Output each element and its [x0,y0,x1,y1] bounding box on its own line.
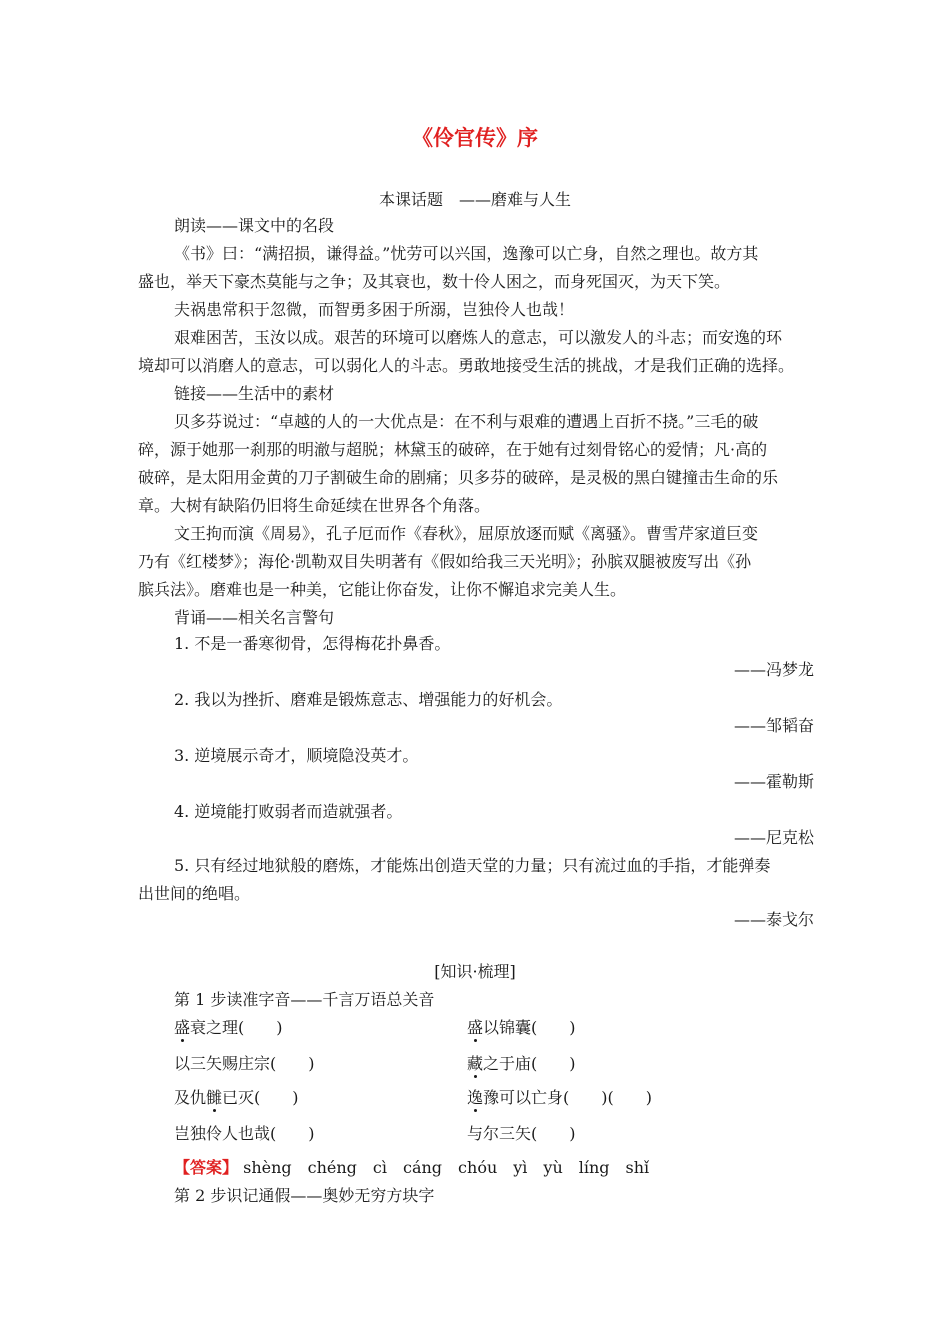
paragraph-line: 境却可以消磨人的意志，可以弱化人的斗志。勇敢地接受生活的挑战，才是我们正确的选择。 [138,356,795,375]
paragraph-line: 乃有《红楼梦》；海伦·凯勒双目失明著有《假如给我三天光明》；孙膑双腿被废写出《孙 [138,552,752,571]
quote-item: 5. 只有经过地狱般的磨炼，才能炼出创造天堂的力量；只有流过血的手指，才能弹奏 [174,856,771,875]
pronunciation-item: 以三矢赐庄宗( ) [174,1054,315,1073]
section-heading-link: 链接——生活中的素材 [174,384,335,403]
paragraph-line: 盛也，举天下豪杰莫能与之争；及其衰也，数十伶人困之，而身死国灭，为天下笑。 [138,272,731,291]
quote-item: 1. 不是一番寒彻骨，怎得梅花扑鼻香。 [174,634,451,653]
answer-label: 【答案】 [174,1158,239,1177]
paragraph-line: 《书》曰：“满招损，谦得益。”忧劳可以兴国，逸豫可以亡身，自然之理也。故方其 [174,244,759,263]
paragraph-line: 艰难困苦，玉汝以成。艰苦的环境可以磨炼人的意志，可以激发人的斗志；而安逸的环 [174,328,783,347]
knowledge-heading: [知识·梳理] [434,962,516,981]
quote-item-continued: 出世间的绝唱。 [138,884,251,903]
quote-author: ——霍勒斯 [733,772,814,791]
paragraph-line: 夫祸患常积于忽微，而智勇多困于所溺，岂独伶人也哉！ [174,300,575,319]
pronunciation-item: 藏之于庙( ) [467,1054,576,1073]
pronunciation-item: 逸豫可以亡身( )( ) [467,1088,652,1107]
quote-author: ——邹韬奋 [733,716,814,735]
section-heading-reading: 朗读——课文中的名段 [174,216,335,235]
paragraph-line: 贝多芬说过：“卓越的人的一大优点是：在不利与艰难的遭遇上百折不挠。”三毛的破 [174,412,759,431]
step2-heading: 第 2 步识记通假——奥妙无穷方块字 [174,1186,435,1205]
quote-author: ——尼克松 [733,828,814,847]
pronunciation-item: 与尔三矢( ) [467,1124,576,1143]
section-heading-recite: 背诵——相关名言警句 [174,608,335,627]
paragraph-line: 碎，源于她那一刹那的明澈与超脱；林黛玉的破碎，在于她有过刻骨铭心的爱情；凡·高的 [138,440,768,459]
quote-author: ——泰戈尔 [733,910,814,929]
step1-heading: 第 1 步读准字音——千言万语总关音 [174,990,435,1009]
page-title: 《伶官传》序 [412,126,538,150]
pronunciation-item: 及仇雠已灭( ) [174,1088,299,1107]
paragraph-line: 膑兵法》。磨难也是一种美，它能让你奋发，让你不懈追求完美人生。 [138,580,627,599]
pronunciation-item: 盛以锦囊( ) [467,1018,576,1037]
quote-item: 4. 逆境能打败弱者而造就强者。 [174,802,403,821]
answer-line [174,1158,649,1178]
topic-heading: 本课话题 ——磨难与人生 [378,190,571,209]
quote-item: 3. 逆境展示奇才，顺境隐没英才。 [174,746,419,765]
quote-author: ——冯梦龙 [733,660,814,679]
quote-item: 2. 我以为挫折、磨难是锻炼意志、增强能力的好机会。 [174,690,563,709]
answer-text: shèng chéng cì cáng chóu yì yù líng shǐ [243,1158,650,1177]
pronunciation-item: 盛衰之理( ) [174,1018,283,1037]
paragraph-line: 文王拘而演《周易》，孔子厄而作《春秋》，屈原放逐而赋《离骚》。曹雪芹家道巨变 [174,524,759,543]
pronunciation-item: 岂独伶人也哉( ) [174,1124,315,1143]
paragraph-line: 破碎，是太阳用金黄的刀子割破生命的剧痛；贝多芬的破碎，是灵极的黑白键撞击生命的乐 [138,468,779,487]
paragraph-line: 章。大树有缺陷仍旧将生命延续在世界各个角落。 [138,496,491,515]
